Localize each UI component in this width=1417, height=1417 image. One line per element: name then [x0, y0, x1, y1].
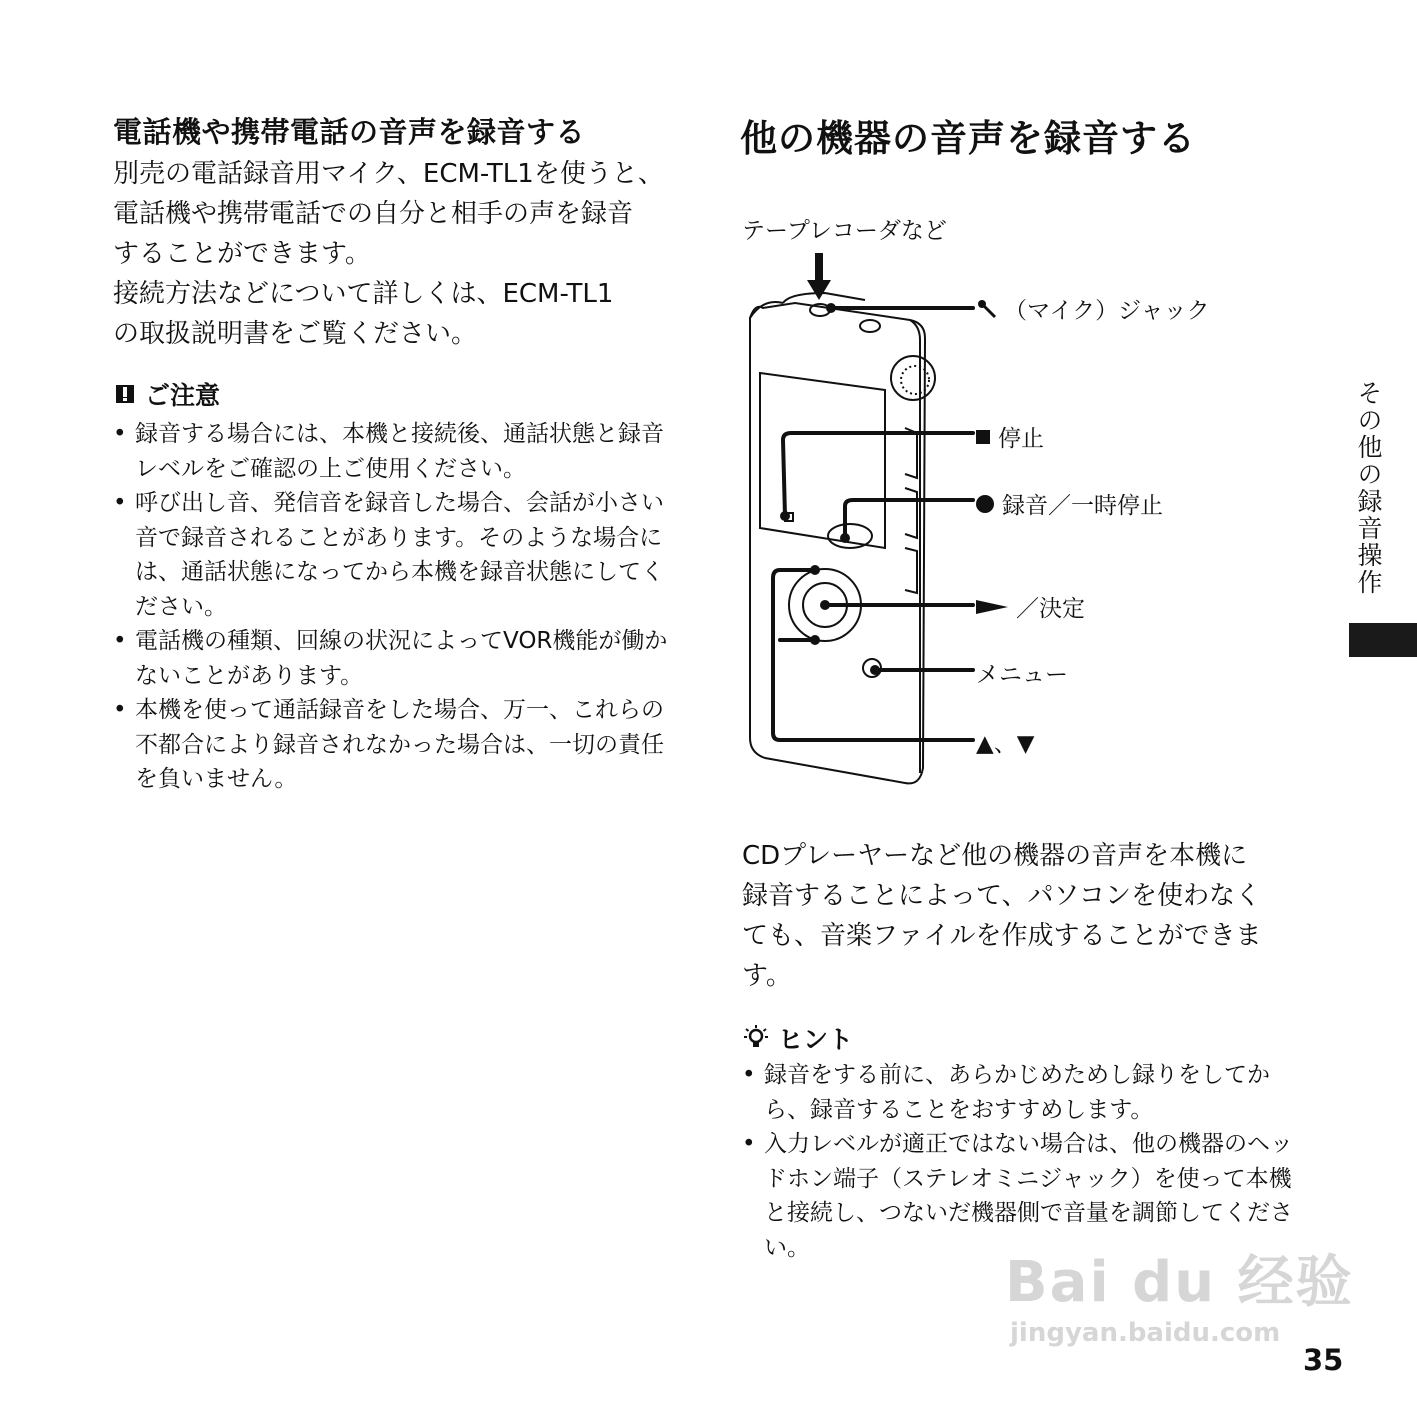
callout-stop: 停止 [976, 420, 1044, 453]
caution-title-text: ご注意 [145, 381, 221, 410]
callout-record-pause: 録音／一時停止 [976, 487, 1163, 520]
text-line: することができます。 [113, 239, 371, 269]
callout-play-enter: ／決定 [976, 590, 1085, 623]
text-line: CDプレーヤーなど他の機器の音声を本機に [742, 841, 1248, 871]
left-paragraph [113, 154, 703, 354]
caution-title [115, 376, 220, 412]
figure-source-label: テープレコーダなど [742, 218, 947, 244]
hint-title [744, 1020, 853, 1056]
page-number: 35 [1303, 1343, 1344, 1377]
list-item: • 入力レベルが適正ではない場合は、他の機器のヘッドホン端子（ステレオミニジャック）を使って本機と接続し、つないだ機器側で音量を調節してください。 [742, 1127, 1307, 1265]
text-line: ても、音楽ファイルを作成することができま [742, 921, 1262, 951]
right-heading: 他の機器の音声を録音する [740, 117, 1196, 160]
right-paragraph [742, 836, 1322, 996]
watermark-logo: Bai du 经验 [1005, 1250, 1354, 1315]
callout-mic-jack: （マイク）ジャック [976, 292, 1210, 325]
list-item: • 電話機の種類、回線の状況によってVOR機能が働かないことがあります。 [113, 624, 673, 693]
hint-title-text: ヒント [778, 1025, 854, 1054]
input-arrow [815, 253, 823, 283]
caution-list [113, 417, 673, 797]
list-item: • 録音をする前に、あらかじめためし録りをしてから、録音することをおすすめします。 [742, 1058, 1307, 1127]
left-heading: 電話機や携帯電話の音声を録音する [113, 115, 586, 149]
list-item: • 本機を使って通話録音をした場合、万一、これらの不都合により録音されなかった場合は、一切の責任を負いません。 [113, 693, 673, 797]
microphone-icon [976, 298, 998, 320]
callout-up-down: ▲、▼ [976, 731, 1035, 757]
watermark-url: jingyan.baidu.com [1010, 1318, 1281, 1348]
text-line: 接続方法などについて詳しくは、ECM-TL1 [113, 279, 614, 309]
play-icon [976, 598, 1010, 616]
record-icon [976, 495, 994, 513]
list-item: • 録音する場合には、本機と接続後、通話状態と録音レベルをご確認の上ご使用ください。 [113, 417, 673, 486]
lightbulb-icon [744, 1025, 768, 1051]
caution-icon [115, 384, 135, 404]
section-tab-marker [1349, 623, 1417, 657]
callout-menu: メニュー [976, 662, 1068, 688]
stop-icon [976, 430, 990, 444]
text-line: の取扱説明書をご覧ください。 [113, 319, 478, 349]
section-side-tab: その他の録音操作 [1354, 380, 1383, 596]
hint-list [742, 1058, 1307, 1265]
list-item: • 呼び出し音、発信音を録音した場合、会話が小さい音で録音されることがあります。そのような場合には、通話状態になってから本機を録音状態にしてください。 [113, 486, 673, 624]
text-line: す。 [742, 961, 792, 991]
text-line: 別売の電話録音用マイク、ECM-TL1を使うと、 [113, 159, 664, 189]
text-line: 電話機や携帯電話での自分と相手の声を録音 [113, 199, 634, 229]
text-line: 録音することによって、パソコンを使わなく [742, 881, 1261, 911]
